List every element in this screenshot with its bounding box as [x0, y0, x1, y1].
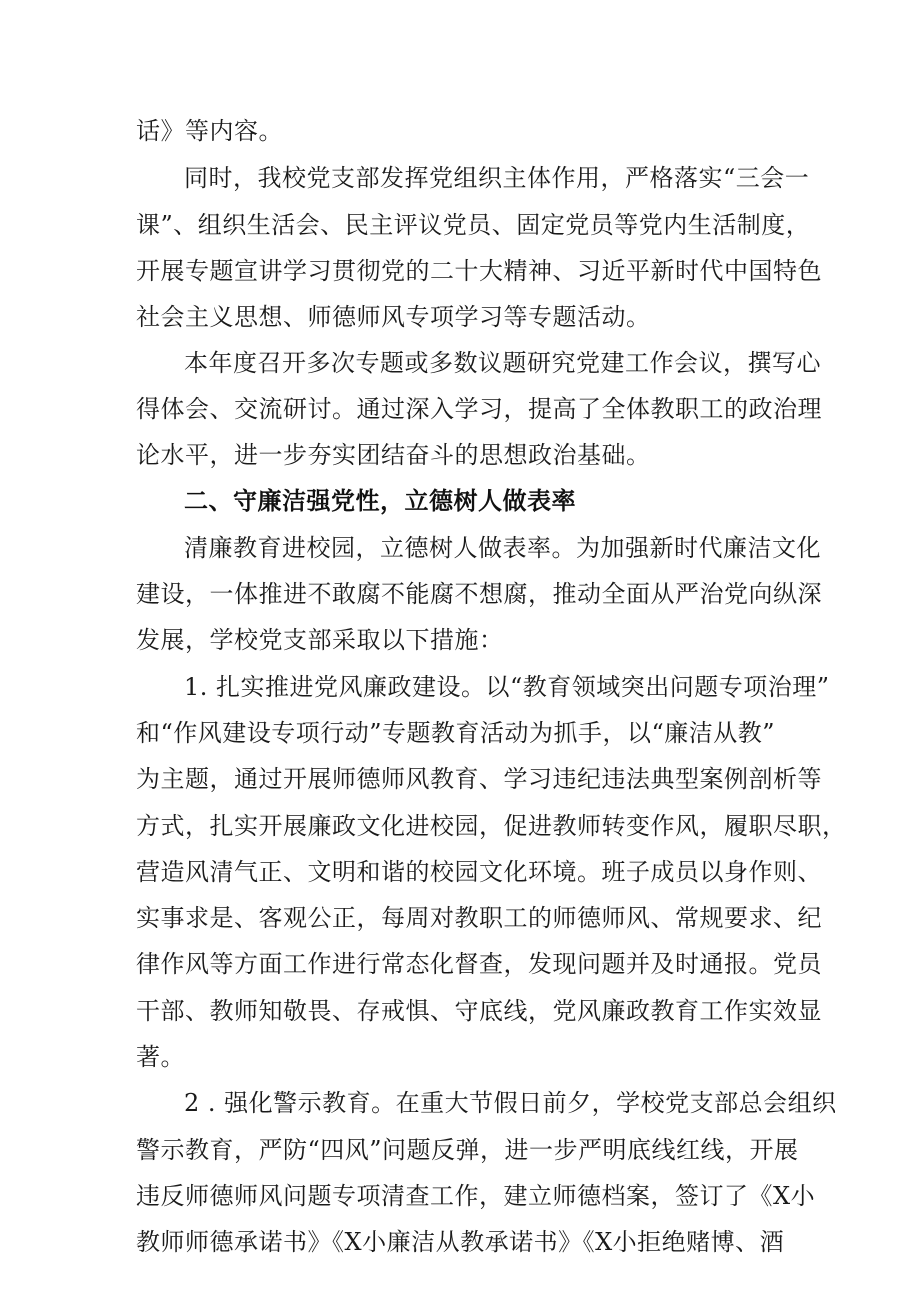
paragraph-line: 营造风清气正、文明和谐的校园文化环境。班子成员以身作则、	[136, 858, 822, 886]
paragraph-line: 教师师德承诺书》《X小廉洁从教承诺书》《X小拒绝赌博、酒	[136, 1228, 785, 1256]
paragraph-line: 干部、教师知敬畏、存戒惧、守底线，党风廉政教育工作实效显	[136, 997, 822, 1025]
paragraph-line: 课”、组织生活会、民主评议党员、固定党员等党内生活制度，	[136, 211, 811, 239]
paragraph-line: 发展，学校党支部采取以下措施：	[136, 626, 504, 654]
paragraph-line: 2 . 强化警示教育。在重大节假日前夕，学校党支部总会组织	[184, 1089, 837, 1117]
paragraph-line: 社会主义思想、师德师风专项学习等专题活动。	[136, 303, 651, 331]
paragraph-line: 得体会、交流研讨。通过深入学习，提高了全体教职工的政治理	[136, 395, 822, 423]
paragraph-line: 违反师德师风问题专项清查工作，建立师德档案，签订了《X小	[136, 1182, 816, 1210]
paragraph-line: 同时，我校党支部发挥党组织主体作用，严格落实“三会一	[184, 164, 810, 192]
paragraph-line: 警示教育，严防“四风”问题反弹，进一步严明底线红线，开展	[136, 1136, 799, 1164]
paragraph-line: 方式，扎实开展廉政文化进校园，促进教师转变作风，履职尽职，	[136, 812, 847, 840]
paragraph-line: 清廉教育进校园，立德树人做表率。为加强新时代廉洁文化	[184, 534, 821, 562]
paragraph-line: 为主题，通过开展师德师风教育、学习违纪违法典型案例剖析等	[136, 765, 822, 793]
paragraph-line: 开展专题宣讲学习贯彻党的二十大精神、习近平新时代中国特色	[136, 257, 822, 285]
paragraph-line: 建设，一体推进不敢腐不能腐不想腐，推动全面从严治党向纵深	[136, 580, 822, 608]
paragraph-line: 和“作风建设专项行动”专题教育活动为抓手，以“廉洁从教”	[136, 719, 776, 747]
section-heading: 二、守廉洁强党性，立德树人做表率	[184, 487, 576, 515]
paragraph-line: 实事求是、客观公正，每周对教职工的师德师风、常规要求、纪	[136, 904, 822, 932]
paragraph-line: 本年度召开多次专题或多数议题研究党建工作会议，撰写心	[184, 349, 821, 377]
paragraph-line: 论水平，进一步夯实团结奋斗的思想政治基础。	[136, 441, 651, 469]
paragraph-line: 1. 扎实推进党风廉政建设。以“教育领域突出问题专项治理”	[184, 673, 830, 701]
paragraph-line: 著。	[136, 1043, 185, 1071]
text-line: 话》等内容。	[136, 117, 283, 145]
paragraph-line: 律作风等方面工作进行常态化督查，发现问题并及时通报。党员	[136, 950, 822, 978]
